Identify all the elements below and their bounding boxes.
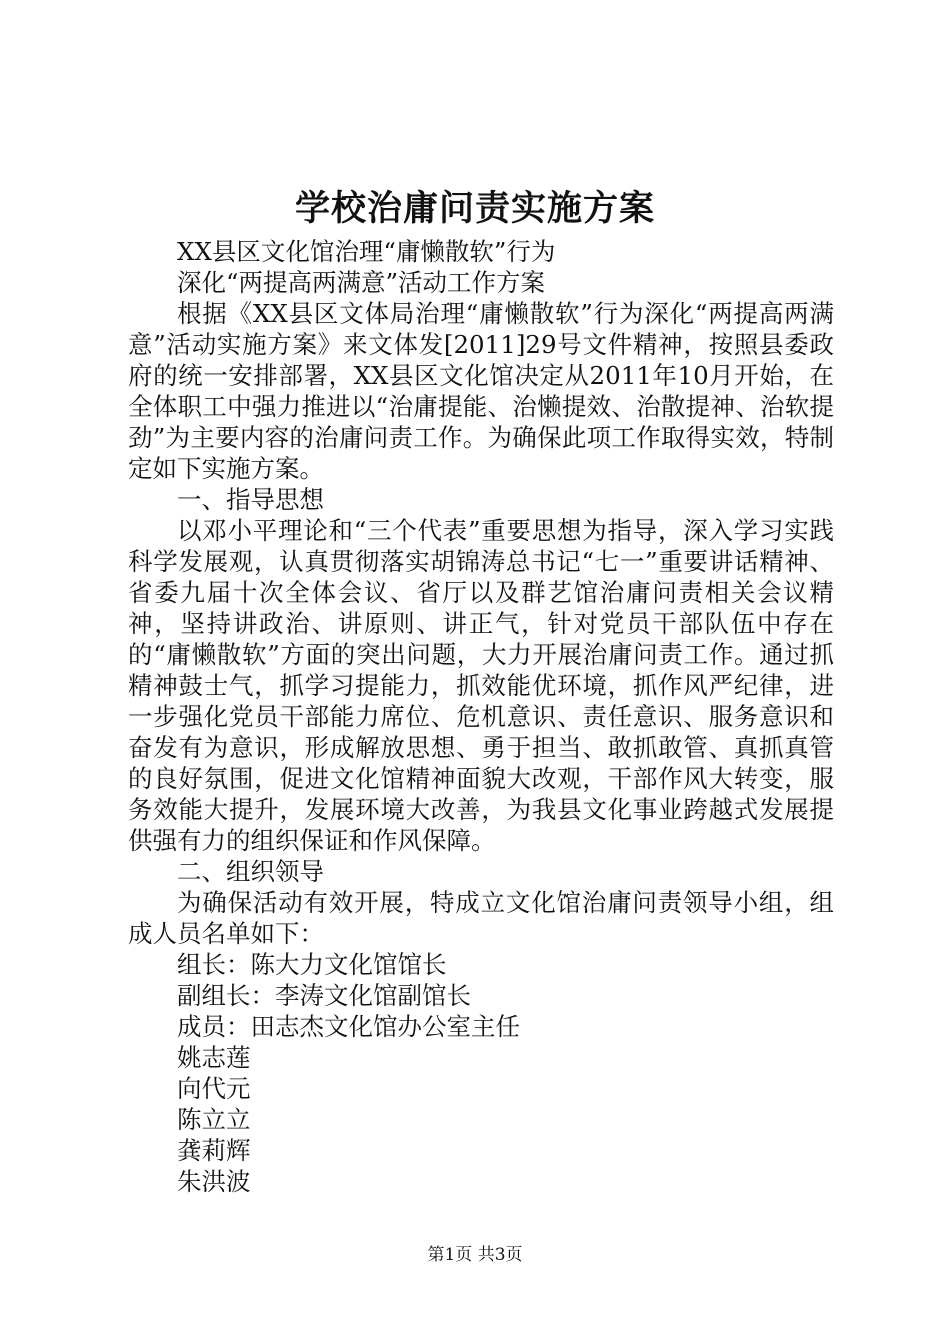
member-list-start: 成员：田志杰文化馆办公室主任	[177, 1012, 520, 1041]
page-footer: 第1页 共3页	[427, 1245, 523, 1265]
paragraph-subtitle-2: 深化“两提高两满意”活动工作方案	[177, 268, 546, 297]
section-heading-organization: 二、组织领导	[177, 857, 324, 886]
document-body	[128, 236, 834, 1197]
member-name: 龚莉辉	[177, 1136, 251, 1165]
paragraph-subtitle-1: XX县区文化馆治理“庸懒散软”行为	[177, 237, 556, 266]
member-name: 朱洪波	[177, 1167, 251, 1196]
paragraph-guiding-ideology: 以邓小平理论和“三个代表”重要思想为指导，深入学习实践科学发展观，认真贯彻落实胡锦涛总书记“七一”重要讲话精神、省委九届十次全体会议、省厅以及群艺馆治庸问责相关会议精神，坚持讲政治、讲原则、讲正气，针对党员干部队伍中存在的“庸懒散软”方面的突出问题，大力开展治庸问责工作。通过抓精神鼓士气，抓学习提能力，抓效能优环境，抓作风严纪律，进一步强化党员干部能力席位、危机意识、责任意识、服务意识和奋发有为意识，形成解放思想、勇于担当、敢抓敢管、真抓真管的良好氛围，促进文化馆精神面貌大改观，干部作风大转变，服务效能大提升，发展环境大改善，为我县文化事业跨越式发展提供强有力的组织保证和作风保障。	[128, 516, 834, 855]
paragraph-intro: 根据《XX县区文体局治理“庸懒散软”行为深化“两提高两满意”活动实施方案》来文体发[2011]29号文件精神，按照县委政府的统一安排部署，XX县区文化馆决定从2011年10月开始，在全体职工中强力推进以“治庸提能、治懒提效、治散提神、治软提劲”为主要内容的治庸问责工作。为确保此项工作取得实效，特制定如下实施方案。	[128, 299, 834, 483]
paragraph-organization: 为确保活动有效开展，特成立文化馆治庸问责领导小组，组成人员名单如下：	[128, 888, 834, 948]
member-name: 陈立立	[177, 1105, 251, 1134]
section-heading-guiding-ideology: 一、指导思想	[177, 485, 324, 514]
member-leader: 组长：陈大力文化馆馆长	[177, 950, 447, 979]
member-name: 姚志莲	[177, 1043, 251, 1072]
member-name: 向代元	[177, 1074, 251, 1103]
page-title: 学校治庸问责实施方案	[294, 188, 655, 229]
member-deputy-leader: 副组长：李涛文化馆副馆长	[177, 981, 471, 1010]
